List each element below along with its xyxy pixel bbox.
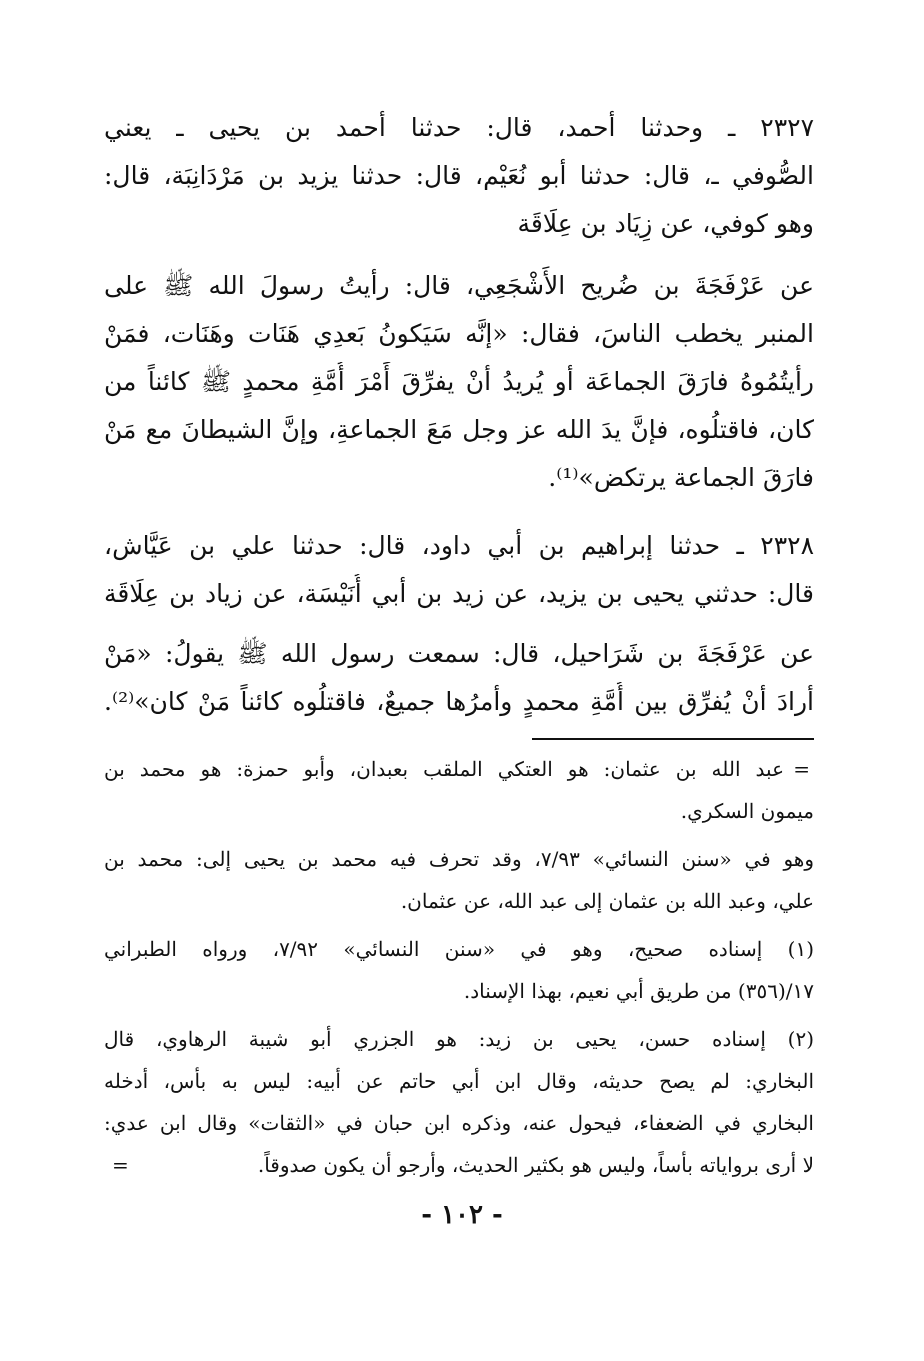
footnote-2-line-2: البخاري: لم يصح حديثه، وقال ابن أبي حاتم عن أبيه: ليس به بأس، أدخله — [104, 1069, 814, 1093]
footnote-separator — [532, 738, 814, 740]
hadith-2327-matn-line-2: المنبر يخطب الناسَ، فقال: «إنَّه سَيَكونُ بَعدِي هَنَات وهَنَات، فمَنْ — [104, 319, 814, 348]
footnote-1-line-2: ١٧/(٣٥٦) من طريق أبي نعيم، بهذا الإسناد. — [463, 979, 814, 1003]
footnote-2-line-3: البخاري في الضعفاء، فيحول عنه، وذكره ابن حبان في «الثقات» وقال ابن عدي: — [104, 1111, 814, 1135]
hadith-2327-line-1: ٢٣٢٧ ـ وحدثنا أحمد، قال: حدثنا أحمد بن يحيى ـ يعني — [104, 113, 814, 142]
footnote-2-line-1: (٢) إسناده حسن، يحيى بن زيد: هو الجزري أبو شيبة الرهاوي، قال — [104, 1027, 814, 1051]
continuation-marker-top: = — [793, 757, 810, 781]
footnote-continued2-line-1: وهو في «سنن النسائي» ٧/٩٣، وقد تحرف فيه محمد بن يحيى إلى: محمد بن — [104, 847, 814, 871]
continuation-marker-bottom: = — [112, 1153, 129, 1177]
hadith-2327-matn-line-3: رأيتُمُوهُ فارَقَ الجماعَة أو يُريدُ أنْ يفرِّقَ أَمْرَ أُمَّةِ محمدٍ ﷺ كائناً من — [104, 367, 814, 396]
hadith-2327-line-2: الصُّوفي ـ، قال: حدثنا أبو نُعَيْم، قال: حدثنا يزيد بن مَرْدَانِبَة، قال: — [104, 161, 814, 190]
footnote-continued-line-2: ميمون السكري. — [680, 799, 814, 823]
footnote-continued-line-1: عبد الله بن عثمان: هو العتكي الملقب بعبدان، وأبو حمزة: هو محمد بن — [104, 757, 784, 781]
footnote-1-line-1: (١) إسناده صحيح، وهو في «سنن النسائي» ٧/٩٢، ورواه الطبراني — [104, 937, 814, 961]
hadith-2328-line-2: قال: حدثني يحيى بن يزيد، عن زيد بن أبي أُنَيْسَة، عن زياد بن عِلَاقَة — [104, 579, 814, 608]
hadith-2327-line-3: وهو كوفي، عن زِيَاد بن عِلَاقَة — [517, 209, 814, 238]
footnote-2-line-4: لا أرى برواياته بأساً، وليس هو بكثير الحديث، وأرجو أن يكون صدوقاً. — [257, 1153, 814, 1177]
hadith-2327-matn-line-1: عن عَرْفَجَةَ بن ضُريح الأَشْجَعِي، قال: رأيتُ رسولَ الله ﷺ على — [104, 271, 814, 300]
hadith-2328-line-1: ٢٣٢٨ ـ حدثنا إبراهيم بن أبي داود، قال: حدثنا علي بن عَيَّاش، — [104, 531, 814, 560]
page-number: - ١٠٢ - — [421, 1200, 503, 1230]
hadith-2327-matn-line-5: فارَقَ الجماعة يرتكض»⁽¹⁾. — [548, 463, 814, 492]
footnote-continued2-line-2: علي، وعبد الله بن عثمان إلى عبد الله، عن عثمان. — [400, 889, 814, 913]
hadith-2328-matn-line-2: أرادَ أنْ يُفرِّق بين أُمَّةِ محمدٍ وأمرُها جميعٌ، فاقتلُوه كائناً مَنْ كان»⁽²⁾. — [104, 687, 814, 716]
hadith-2327-matn-line-4: كان، فاقتلُوه، فإنَّ يدَ الله عز وجل مَعَ الجماعةِ، وإنَّ الشيطانَ مع مَنْ — [104, 415, 814, 444]
hadith-2328-matn-line-1: عن عَرْفَجَةَ بن شَرَاحيل، قال: سمعت رسول الله ﷺ يقولُ: «مَنْ — [104, 639, 814, 668]
